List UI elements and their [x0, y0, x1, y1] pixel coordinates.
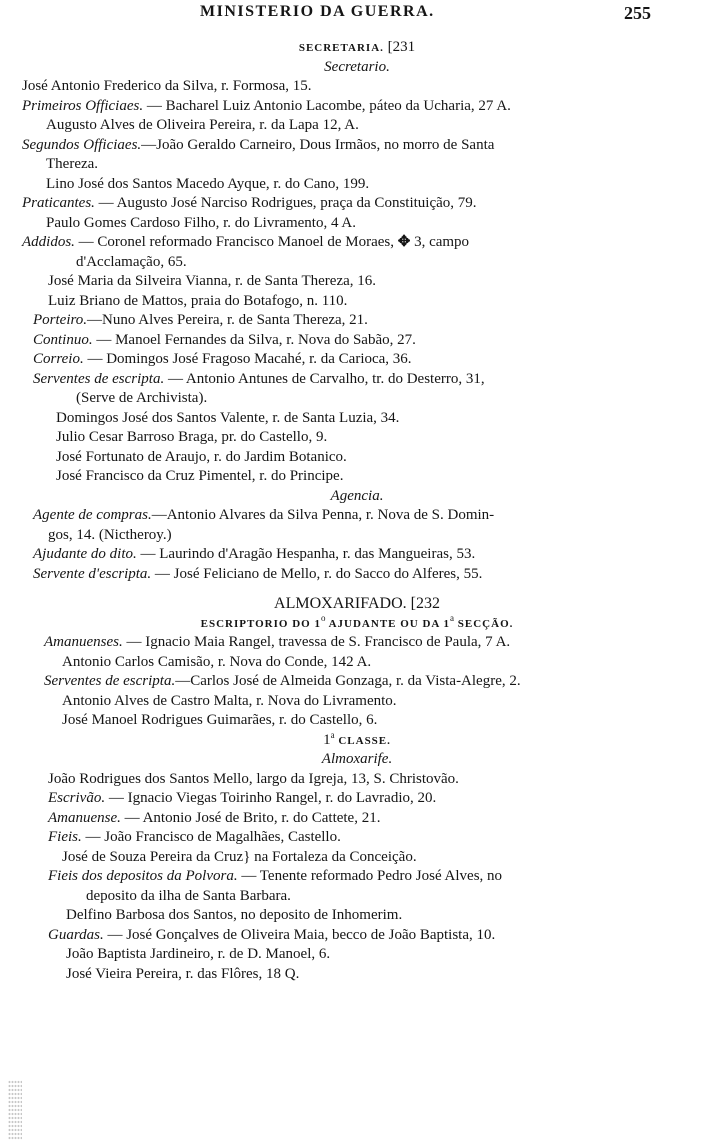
entry-label: Servente d'escripta.: [33, 565, 152, 582]
entry-label: Correio.: [33, 351, 84, 367]
entry-text: — Bacharel Luiz Antonio Lacombe, páteo da Ucharia, 27 A.: [143, 97, 511, 114]
entry-line: (Serve de Archivista).: [76, 390, 208, 406]
page-number: 255: [624, 3, 651, 23]
entry-line: [0, 926, 714, 946]
running-title: MINISTERIO DA GUERRA.: [200, 3, 435, 20]
entry-text: —Carlos José de Almeida Gonzaga, r. da Vista-Alegre, 2.: [175, 673, 521, 689]
entry-line: José Vieira Pereira, r. das Flôres, 18 Q.: [66, 965, 300, 982]
entry-label: Continuo.: [33, 331, 93, 348]
entry-line: [0, 233, 714, 253]
entry-text: — Tenente reformado Pedro José Alves, no: [237, 868, 503, 884]
entry-line: gos, 14. (Nictheroy.): [48, 526, 172, 543]
entry-line: Domingos José dos Santos Valente, r. de Santa Luzia, 34.: [56, 409, 400, 426]
page-text: [0, 38, 714, 984]
entry-line: Augusto Alves de Oliveira Pereira, r. da Lapa 12, A.: [46, 117, 359, 133]
entry-text: — João Francisco de Magalhães, Castello.: [81, 829, 341, 845]
entry-label: Escrivão.: [48, 790, 106, 806]
cross-symbol-icon: ✥: [397, 234, 411, 250]
entry-line: João Baptista Jardineiro, r. de D. Manoel, 6.: [66, 946, 331, 962]
section-ref: [231: [387, 39, 416, 55]
entry-label: Primeiros Officiaes.: [22, 97, 144, 114]
entry-text: — José Gonçalves de Oliveira Maia, becco de João Baptista, 10.: [103, 926, 496, 943]
entry-line: [0, 311, 714, 331]
almoxarifado-heading: ALMOXARIFADO.: [274, 595, 407, 612]
entry-text: — Domingos José Fragoso Macahé, r. da Carioca, 36.: [83, 351, 412, 367]
entry-line: José Antonio Frederico da Silva, r. Formosa, 15.: [22, 78, 312, 94]
entry-line: Antonio Carlos Camisão, r. Nova do Conde, 142 A.: [62, 653, 372, 670]
entry-line: Luiz Briano de Mattos, praia do Botafogo, n. 110.: [48, 292, 348, 309]
entry-line: José Manoel Rodrigues Guimarães, r. do Castello, 6.: [62, 712, 378, 728]
brace-icon: }: [243, 848, 251, 865]
entry-label: Praticantes.: [22, 195, 95, 211]
entry-text: — Laurindo d'Aragão Hespanha, r. das Mangueiras, 53.: [136, 546, 476, 562]
entry-line: deposito da ilha de Santa Barbara.: [86, 887, 291, 904]
entry-text: — Antonio José de Brito, r. do Cattete, 21.: [120, 809, 381, 826]
entry-text: na Fortaleza da Conceição.: [250, 848, 417, 865]
entry-line: [0, 194, 714, 214]
entry-text: José de Souza Pereira da Cruz: [62, 848, 244, 865]
subheading-almoxarife: Almoxarife.: [321, 751, 393, 767]
entry-line: José Francisco da Cruz Pimentel, r. do Principe.: [56, 468, 344, 484]
section-gap: [0, 584, 714, 594]
entry-line: [0, 789, 714, 809]
entry-label: Fieis.: [48, 829, 82, 845]
entry-text: — Coronel reformado Francisco Manoel de Moraes,: [74, 234, 398, 250]
entry-line: [0, 565, 714, 585]
subheading-secretario: Secretario.: [324, 58, 390, 75]
secretaria-heading: SECRETARIA.: [298, 42, 384, 54]
entry-text: — Augusto José Narciso Rodrigues, praça da Constituição, 79.: [94, 195, 477, 211]
entry-line: [0, 848, 714, 868]
entry-line: Thereza.: [46, 156, 99, 172]
entry-text: — Ignacio Viegas Toirinho Rangel, r. do Lavradio, 20.: [105, 790, 437, 806]
entry-line: [0, 331, 714, 351]
entry-line: José Maria da Silveira Vianna, r. de Santa Thereza, 16.: [48, 273, 377, 289]
entry-text: —Nuno Alves Pereira, r. de Santa Thereza, 21.: [87, 312, 368, 328]
section-heading-almoxarifado: [0, 594, 714, 614]
entry-line: [0, 867, 714, 887]
entry-label: Porteiro.: [33, 312, 88, 328]
entry-line: [0, 672, 714, 692]
entry-text: 3, campo: [410, 234, 470, 250]
entry-label: Serventes de escripta.: [44, 673, 176, 689]
entry-label: Agente de compras.: [33, 507, 152, 523]
entry-line: [0, 545, 714, 565]
entry-text: — Ignacio Maia Rangel, travessa de S. Francisco de Paula, 7 A.: [122, 634, 511, 650]
section-ref: [232: [410, 595, 440, 612]
entry-line: [0, 97, 714, 117]
entry-line: [0, 809, 714, 829]
entry-text: — Antonio Antunes de Carvalho, tr. do Desterro, 31,: [164, 370, 485, 387]
entry-line: Delfino Barbosa dos Santos, no deposito de Inhomerim.: [66, 907, 403, 923]
entry-label: Ajudante do dito.: [33, 546, 137, 562]
entry-line: [0, 828, 714, 848]
entry-line: [0, 370, 714, 390]
entry-line: Antonio Alves de Castro Malta, r. Nova do Livramento.: [62, 692, 397, 709]
entry-text: —João Geraldo Carneiro, Dous Irmãos, no morro de Santa: [141, 136, 495, 153]
entry-line: João Rodrigues dos Santos Mello, largo da Igreja, 13, S. Christovão.: [48, 770, 459, 787]
entry-line: [0, 633, 714, 653]
section-heading-secretaria: [0, 38, 714, 58]
subheading-agencia: Agencia.: [330, 487, 384, 504]
entry-label: Addidos.: [22, 234, 75, 250]
entry-line: Julio Cesar Barroso Braga, pr. do Castello, 9.: [56, 429, 328, 445]
entry-label: Fieis dos depositos da Polvora.: [48, 868, 238, 884]
entry-line: Lino José dos Santos Macedo Ayque, r. do Cano, 199.: [46, 175, 370, 192]
entry-label: Amanuense.: [48, 809, 121, 826]
entry-line: José Fortunato de Araujo, r. do Jardim Botanico.: [56, 448, 347, 465]
running-header: [0, 3, 714, 25]
subheading-escriptorio: ESCRIPTORIO DO 1$^o$ AJUDANTE OU DA 1$^a$ SECÇÃO.: [200, 612, 514, 630]
paper-speckle: [8, 1080, 22, 1140]
entry-label: Amanuenses.: [44, 634, 123, 650]
entry-text: — José Feliciano de Mello, r. do Sacco do Alferes, 55.: [151, 565, 483, 582]
entry-line: [0, 350, 714, 370]
entry-label: Guardas.: [48, 926, 104, 943]
entry-text: — Manoel Fernandes da Silva, r. Nova do Sabão, 27.: [92, 331, 416, 348]
entry-line: [0, 506, 714, 526]
entry-text: —Antonio Alvares da Silva Penna, r. Nova de S. Domin-: [151, 507, 495, 523]
entry-label: Serventes de escripta.: [33, 370, 165, 387]
entry-line: d'Acclamação, 65.: [76, 253, 187, 270]
entry-line: Paulo Gomes Cardoso Filho, r. do Livramento, 4 A.: [46, 214, 356, 231]
entry-line: [0, 136, 714, 156]
entry-label: Segundos Officiaes.: [22, 136, 142, 153]
subheading-classe: 1$^a$ CLASSE.: [323, 729, 391, 748]
